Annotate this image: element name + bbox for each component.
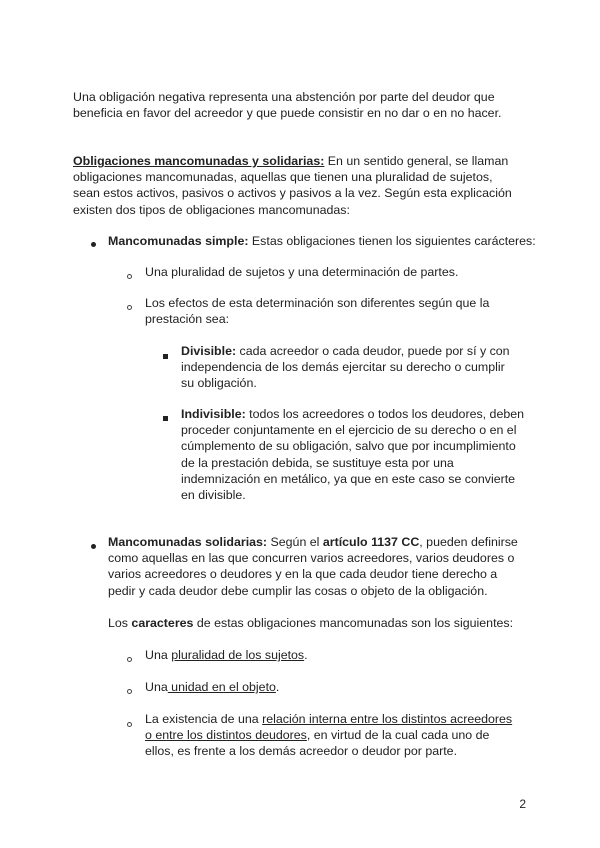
item-underlined: relación interna entre los distintos acreedores o entre los distintos deudores — [145, 712, 513, 743]
item-pre: Una — [145, 648, 172, 662]
solidarias-text: Según el — [267, 535, 323, 549]
item-underlined: pluralidad de los sujetos — [171, 648, 305, 662]
divisible-text: cada acreedor o cada deudor, puede por sí y con independencia de los demás ejercitar su derecho o cumplir su obligación. — [181, 344, 510, 391]
simple-text: Estas obligaciones tienen los siguientes carácteres: — [248, 234, 536, 248]
solidarias-paragraph — [108, 534, 528, 599]
solidarias-label: Mancomunadas solidarias: — [108, 535, 268, 549]
divisible-label: Divisible: — [181, 344, 237, 358]
chars-post: de estas obligaciones mancomunadas son los siguientes: — [193, 616, 514, 630]
section-text: En un sentido general, se llaman obligaciones mancomunadas, aquellas que tienen una pluralidad de sujetos, sean estos activos, pasivos o activos y pasivos a la vez. Según esta explicación existen dos tipos de obligaciones mancomunadas: — [73, 154, 512, 217]
chars-pre: Los — [108, 616, 132, 630]
simple-item: Los efectos de esta determinación son diferentes según que la prestación sea: — [145, 296, 490, 327]
bullet-circle — [127, 299, 132, 315]
simple-paragraph — [108, 233, 538, 249]
item-post: . — [275, 680, 280, 694]
bullet-disc — [91, 538, 96, 554]
item-underlined: unidad en el objeto — [167, 680, 276, 694]
article-ref: artículo 1137 CC — [322, 535, 420, 549]
indivisible-label: Indivisible: — [181, 407, 246, 421]
intro-paragraph: Una obligación negativa representa una abstención por parte del deudor que beneficia en favor del acreedor y que puede consistir en no dar o en no hacer. — [73, 90, 502, 121]
solidarias-item — [145, 647, 525, 663]
sub-item-divisible — [181, 343, 521, 392]
solidarias-item — [145, 679, 525, 695]
bullet-circle — [127, 651, 132, 667]
indivisible-text: todos los acreedores o todos los deudores, deben proceder conjuntamente en el ejercicio de su derecho o en el cúmplemento de su obligación, salvo que por incumplimiento de la prestación debida, se sustituye esta por una indemnización en metálico, ya que en este caso se convierte en divisible. — [181, 407, 525, 503]
item-pre: Una — [145, 680, 168, 694]
sub-item-indivisible — [181, 406, 529, 503]
item-pre: La existencia de una — [145, 712, 263, 726]
simple-item: Una pluralidad de sujetos y una determinación de partes. — [145, 265, 459, 279]
page-number: 2 — [519, 797, 526, 811]
characters-paragraph — [108, 615, 528, 631]
bullet-square — [163, 348, 168, 364]
bullet-circle — [127, 683, 132, 699]
section-paragraph — [73, 153, 513, 218]
section-heading: Obligaciones mancomunadas y solidarias: — [73, 154, 325, 168]
item-post: . — [304, 648, 308, 662]
simple-label: Mancomunadas simple: — [108, 234, 249, 248]
bullet-circle — [127, 716, 132, 732]
bullet-square — [163, 410, 168, 426]
item-post: , en virtud de la cual cada uno de ellos, es frente a los demás acreedor o deudor por parte. — [145, 728, 490, 759]
bullet-circle — [127, 268, 132, 284]
solidarias-text-cont: , pueden definirse como aquellas en las que concurren varios acreedores, varios deudores o varios acreedores o deudores y en la que cada deudor tiene derecho a pedir y cada deudor debe cumplir las cosas o objeto de la obligación. — [108, 535, 518, 598]
solidarias-item — [145, 711, 521, 760]
chars-bold: caracteres — [131, 616, 194, 630]
bullet-disc — [91, 236, 96, 252]
